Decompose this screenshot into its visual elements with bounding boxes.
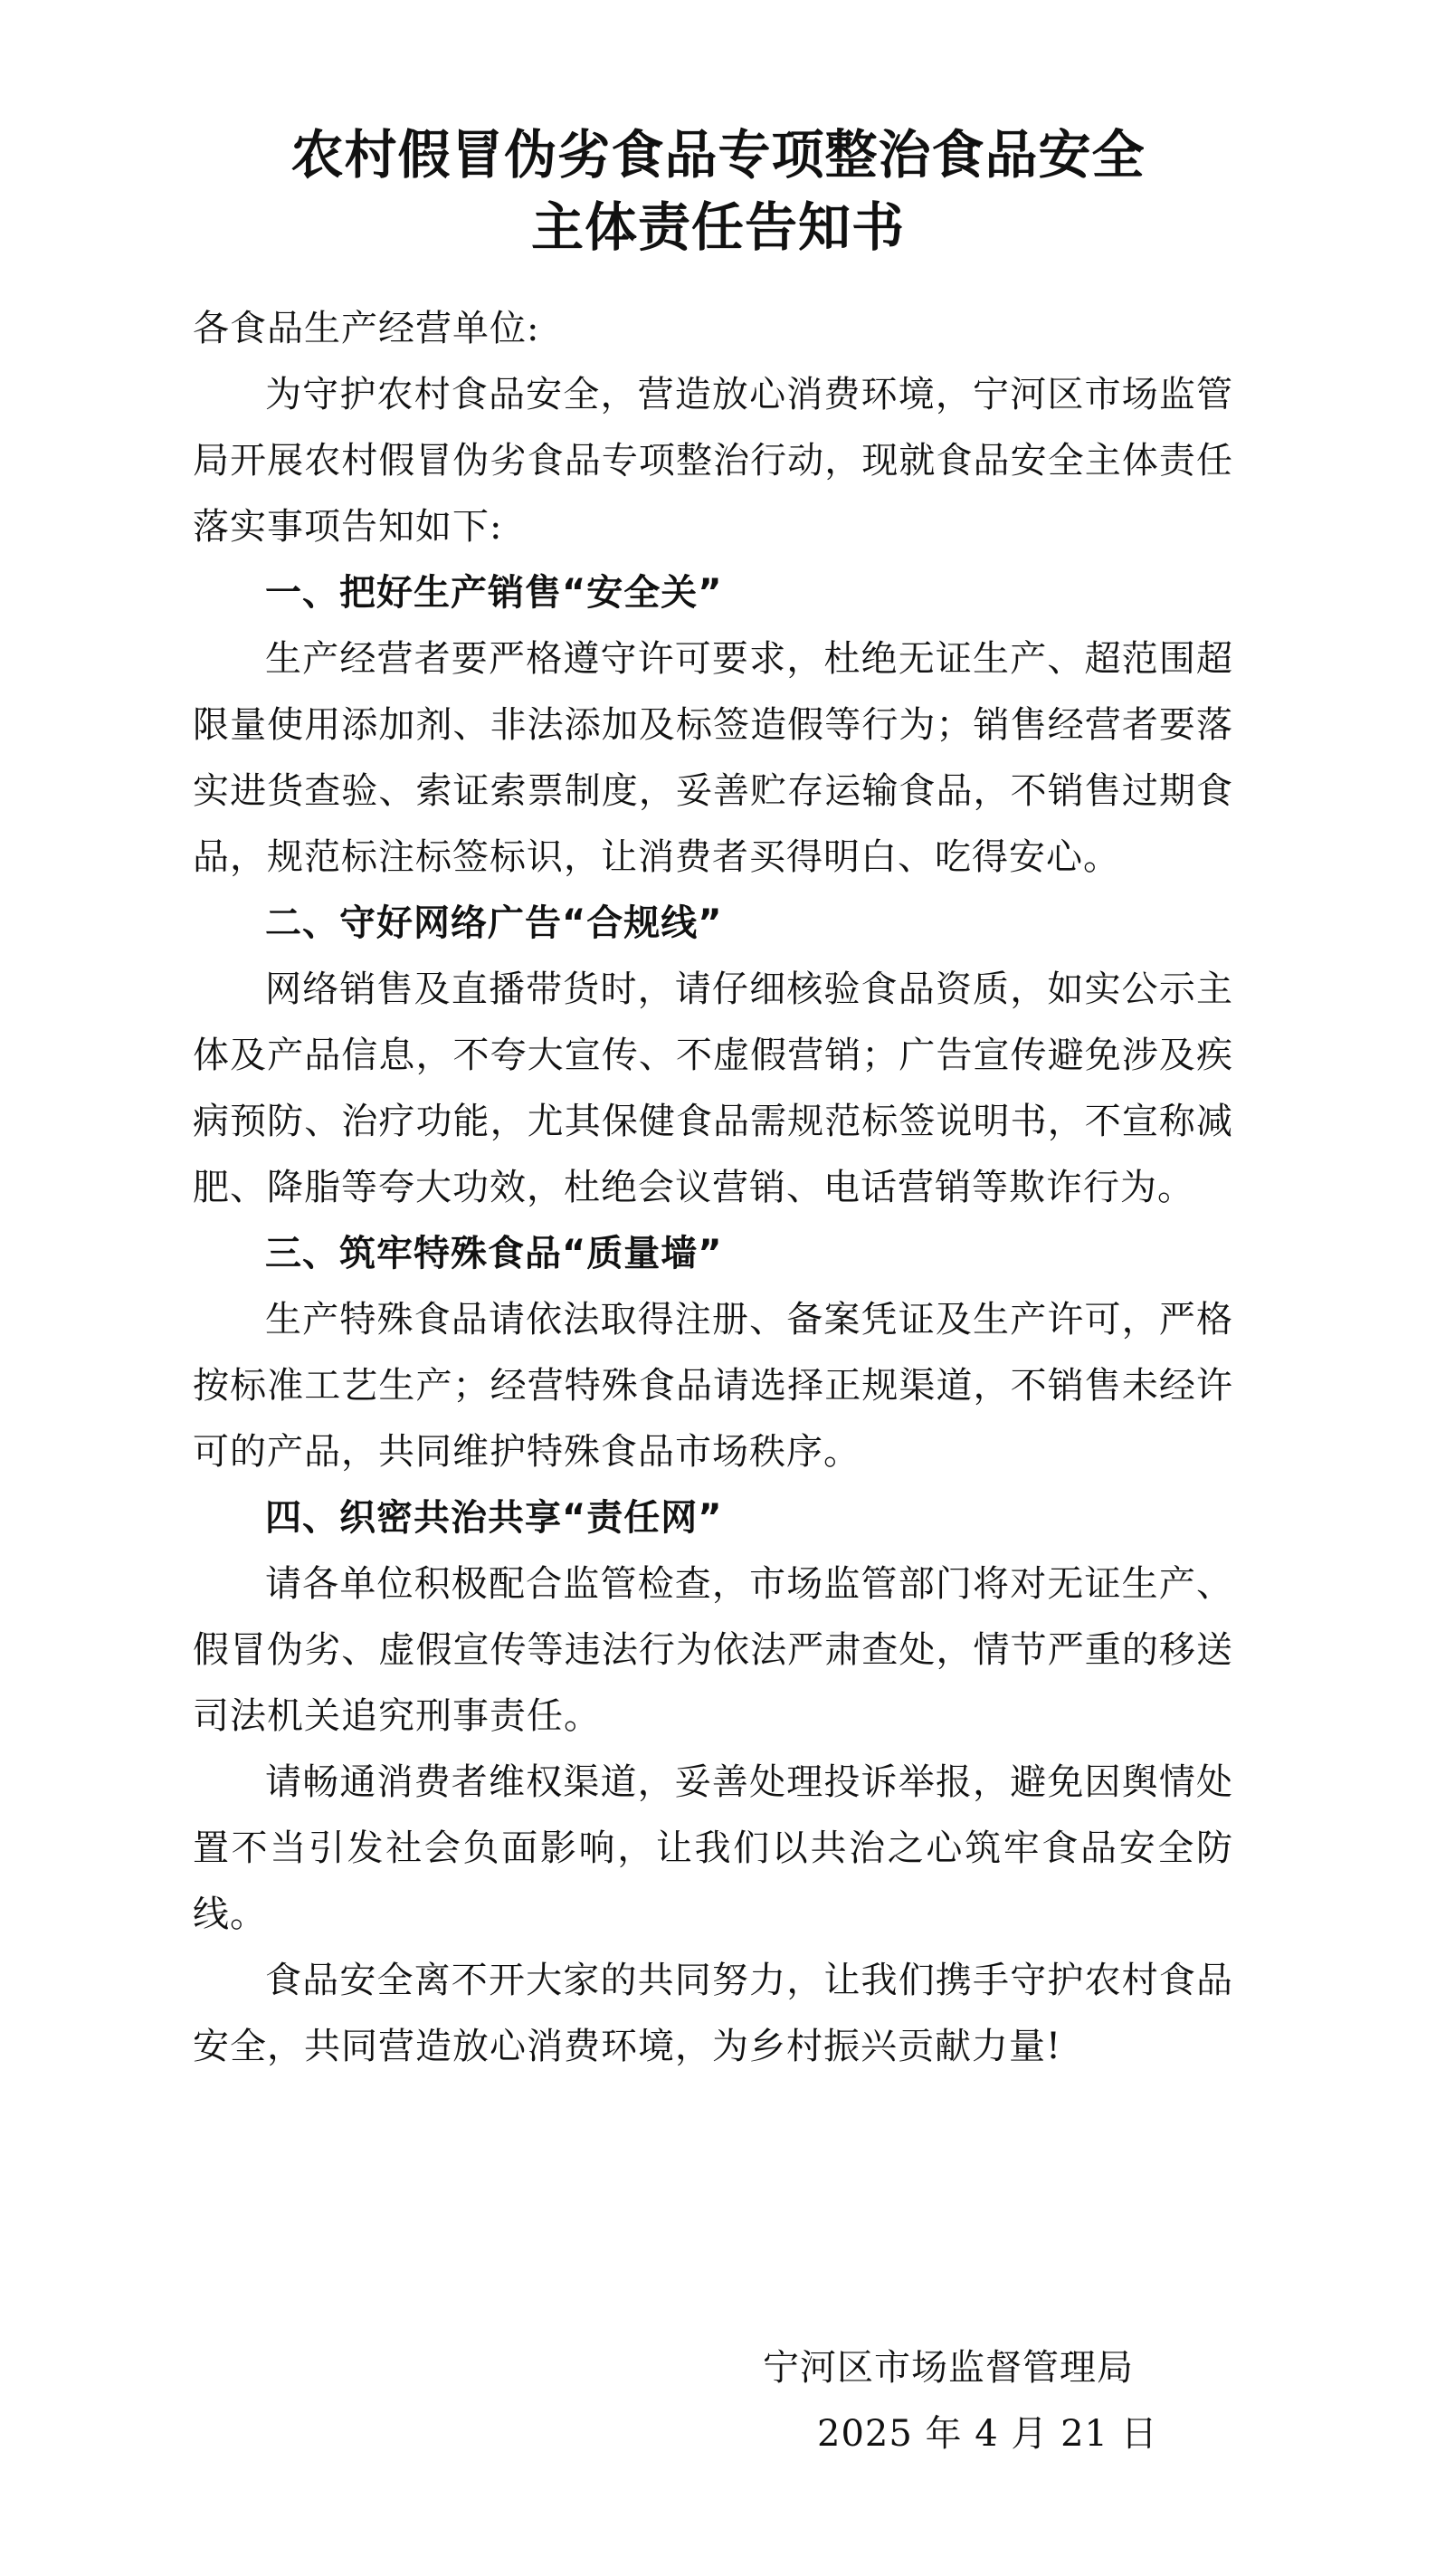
section-heading-3: 三、筑牢特殊食品“质量墙” <box>265 1233 723 1274</box>
intro-paragraph: 为守护农村食品安全，营造放心消费环境，宁河区市场监管局开展农村假冒伪劣食品专项整治行动，现就食品安全主体责任落实事项告知如下: <box>193 374 1233 548</box>
section-heading-2: 二、守好网络广告“合规线” <box>265 902 723 944</box>
section-heading-4: 四、织密共治共享“责任网” <box>265 1497 723 1539</box>
section-text-2: 网络销售及直播带货时，请仔细核验食品资质，如实公示主体及产品信息，不夸大宣传、不虚假营销；广告宣传避免涉及疾病预防、治疗功能，尤其保健食品需规范标签说明书，不宣称减肥、降脂等夸大功效，杜绝会议营销、电话营销等欺诈行为。 <box>193 968 1233 1208</box>
extra-paragraph: 请畅通消费者维权渠道，妥善处理投诉举报，避免因舆情处置不当引发社会负面影响，让我们以共治之心筑牢食品安全防线。 <box>193 1761 1233 1935</box>
document-title-line-1: 农村假冒伪劣食品专项整治食品安全 <box>290 124 1146 186</box>
section-text-3: 生产特殊食品请依法取得注册、备案凭证及生产许可，严格按标准工艺生产；经营特殊食品请选择正规渠道，不销售未经许可的产品，共同维护特殊食品市场秩序。 <box>193 1299 1233 1473</box>
signature-date: 2025 年 4 月 21 日 <box>817 2413 1158 2455</box>
signature-organization: 宁河区市场监督管理局 <box>763 2347 1134 2389</box>
document-title-line-2: 主体责任告知书 <box>530 196 905 258</box>
section-text-1: 生产经营者要严格遵守许可要求，杜绝无证生产、超范围超限量使用添加剂、非法添加及标签造假等行为；销售经营者要落实进货查验、索证索票制度，妥善贮存运输食品，不销售过期食品，规范标注标签标识，让消费者买得明白、吃得安心。 <box>193 638 1233 878</box>
section-heading-1: 一、把好生产销售“安全关” <box>265 572 723 614</box>
closing-paragraph: 食品安全离不开大家的共同努力，让我们携手守护农村食品安全，共同营造放心消费环境，为乡村振兴贡献力量! <box>193 1960 1233 2067</box>
document-body <box>193 296 1233 2080</box>
section-text-4: 请各单位积极配合监管检查，市场监管部门将对无证生产、假冒伪劣、虚假宣传等违法行为依法严肃查处，情节严重的移送司法机关追究刑事责任。 <box>193 1563 1233 1737</box>
salutation: 各食品生产经营单位: <box>193 308 540 349</box>
